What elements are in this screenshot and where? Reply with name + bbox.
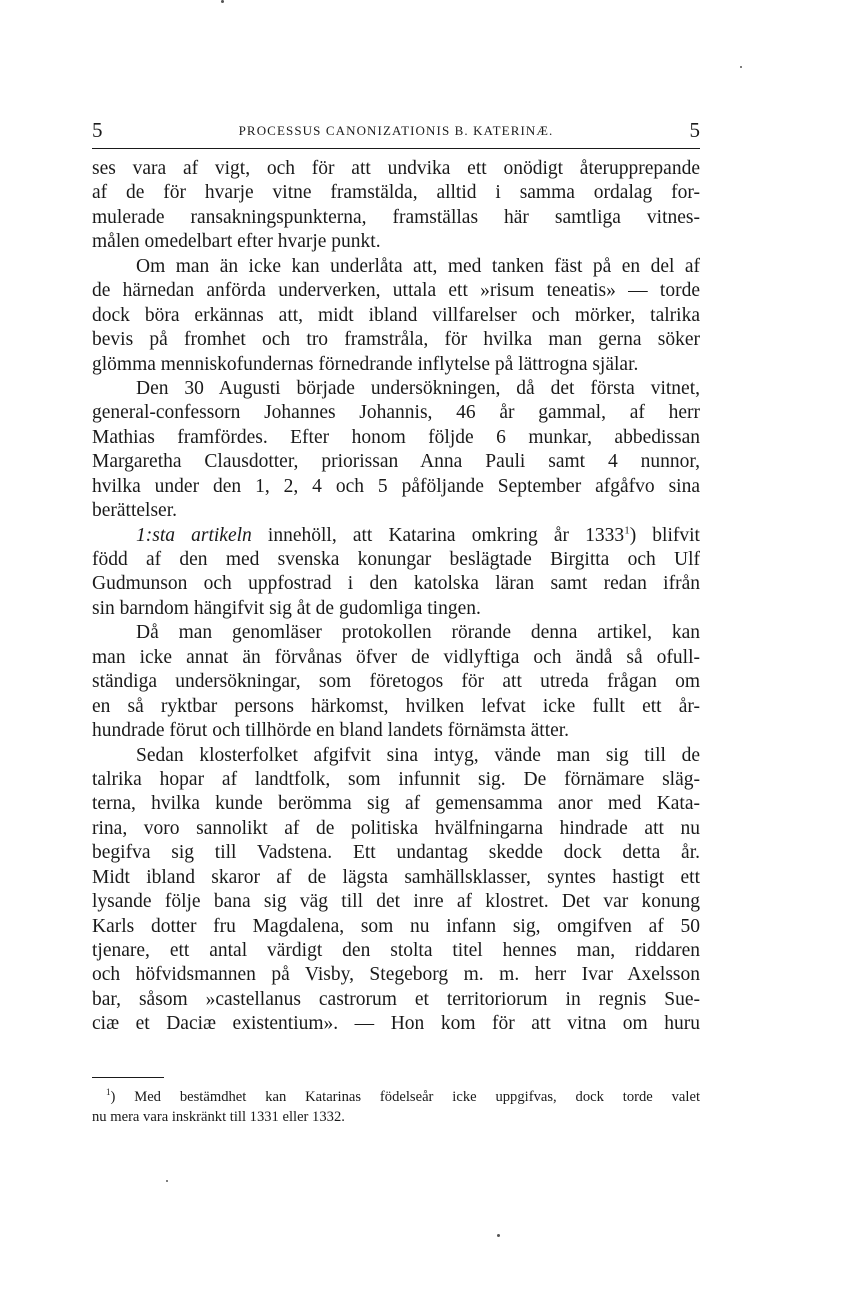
text-fragment: ) blifvit <box>629 524 700 546</box>
article-heading: 1:sta artikeln <box>136 524 252 546</box>
text-line: ciæ et Daciæ existentium». — Hon kom för att vitna om huru <box>92 1013 700 1035</box>
text-line: talrika hopar af landtfolk, som infunnit sig. De förnämare släg- <box>92 768 700 790</box>
text-line: terna, hvilka kunde berömma sig af gemensamma anor med Kata- <box>92 793 700 815</box>
text-line: Om man än icke kan underlåta att, med tanken fäst på en del af <box>136 255 700 277</box>
text-line: sin barndom hängifvit sig åt de gudomliga tingen. <box>92 597 481 619</box>
paragraph <box>92 377 700 524</box>
text-line: rina, voro sannolikt af de politiska hvälfningarna hindrade att nu <box>92 817 700 839</box>
paragraph <box>92 157 700 255</box>
text-line: tjenare, ett antal värdigt den stolta titel hennes man, riddaren <box>92 940 700 961</box>
text-line: Mathias framfördes. Efter honom följde 6 munkar, abbedissan <box>92 426 700 448</box>
page-header <box>92 118 700 142</box>
text-fragment: innehöll, att Katarina omkring år 1333 <box>251 524 625 546</box>
text-line: bar, såsom »castellanus castrorum et territoriorum in regnis Sue- <box>92 988 700 1010</box>
scan-speck <box>166 1180 168 1182</box>
scan-speck <box>740 66 742 68</box>
footnote-marker: 1 <box>624 524 630 537</box>
text-line: glömma menniskofundernas förnedrande inflytelse på lättrogna själar. <box>92 353 639 375</box>
page-number-left: 5 <box>92 118 103 142</box>
text-line: lysande följe bana sig väg till det inre af klostret. Det var konung <box>92 891 700 913</box>
text-line: målen omedelbart efter hvarje punkt. <box>92 231 381 253</box>
header-rule <box>92 148 700 149</box>
scan-speck <box>497 1234 500 1237</box>
footnote-marker: 1 <box>106 1087 111 1098</box>
text-line: de härnedan anförda underverken, uttala ett »risum teneatis» — torde <box>92 280 700 302</box>
text-fragment: ) Med bestämdhet kan Katarinas födelseår icke uppgifvas, dock torde valet <box>110 1089 700 1105</box>
paragraph <box>92 621 700 743</box>
text-line: general-confessorn Johannes Johannis, 46 år gammal, af herr <box>92 402 700 424</box>
text-line: född af den med svenska konungar beslägtade Birgitta och Ulf <box>92 549 700 570</box>
text-line <box>92 524 700 548</box>
text-line: berättelser. <box>92 500 177 522</box>
text-line: hvilka under den 1, 2, 4 och 5 påföljande September afgåfvo sina <box>92 475 700 497</box>
text-line: bevis på fromhet och tro framstråla, för hvilka man gerna söker <box>92 329 700 351</box>
running-title: PROCESSUS CANONIZATIONIS B. KATERINÆ. <box>238 123 554 138</box>
footnote-line <box>92 1087 700 1107</box>
text-line: Gudmunson och uppfostrad i den katolska läran samt redan ifrån <box>92 573 700 595</box>
text-line: dock böra erkännas att, midt ibland villfarelser och mörker, talrika <box>92 304 700 326</box>
text-line: Då man genomläser protokollen rörande denna artikel, kan <box>136 622 700 644</box>
text-line: man icke annat än förvånas öfver de vidlyftiga och ändå så ofull- <box>92 646 700 668</box>
text-line: Midt ibland skaror af de lägsta samhällsklasser, syntes hastigt ett <box>92 866 700 888</box>
text-line: af de för hvarje vitne framstälda, alltid i samma ordalag for- <box>92 182 700 204</box>
footnote <box>92 1087 700 1127</box>
text-line: Den 30 Augusti började undersökningen, då det första vitnet, <box>136 377 700 399</box>
text-line: och höfvidsmannen på Visby, Stegeborg m. m. herr Ivar Axelsson <box>92 964 700 986</box>
text-line: en så ryktbar persons härkomst, hvilken lefvat icke fullt ett år- <box>92 695 700 717</box>
scan-speck <box>221 0 224 3</box>
text-line: ses vara af vigt, och för att undvika ett onödigt återupprepande <box>92 158 700 179</box>
paragraph <box>92 524 700 622</box>
text-line: mulerade ransakningspunkterna, framställas här samtliga vitnes- <box>92 206 700 228</box>
paragraph <box>92 744 700 1037</box>
text-line: hundrade förut och tillhörde en bland landets förnämsta ätter. <box>92 720 570 742</box>
text-line: Margaretha Clausdotter, priorissan Anna Pauli samt 4 nunnor, <box>92 451 700 473</box>
page-number-right: 5 <box>689 118 700 142</box>
footnote-line: nu mera vara inskränkt till 1331 eller 1332. <box>92 1109 345 1125</box>
body-text <box>92 157 700 1037</box>
paragraph <box>92 255 700 377</box>
footnote-rule <box>92 1077 164 1078</box>
text-line: begifva sig till Vadstena. Ett undantag skedde dock detta år. <box>92 842 700 864</box>
text-line: ständiga undersökningar, som företogos för att utreda frågan om <box>92 671 700 693</box>
text-line: Karls dotter fru Magdalena, som nu infann sig, omgifven af 50 <box>92 915 700 937</box>
text-line: Sedan klosterfolket afgifvit sina intyg, vände man sig till de <box>136 744 700 766</box>
